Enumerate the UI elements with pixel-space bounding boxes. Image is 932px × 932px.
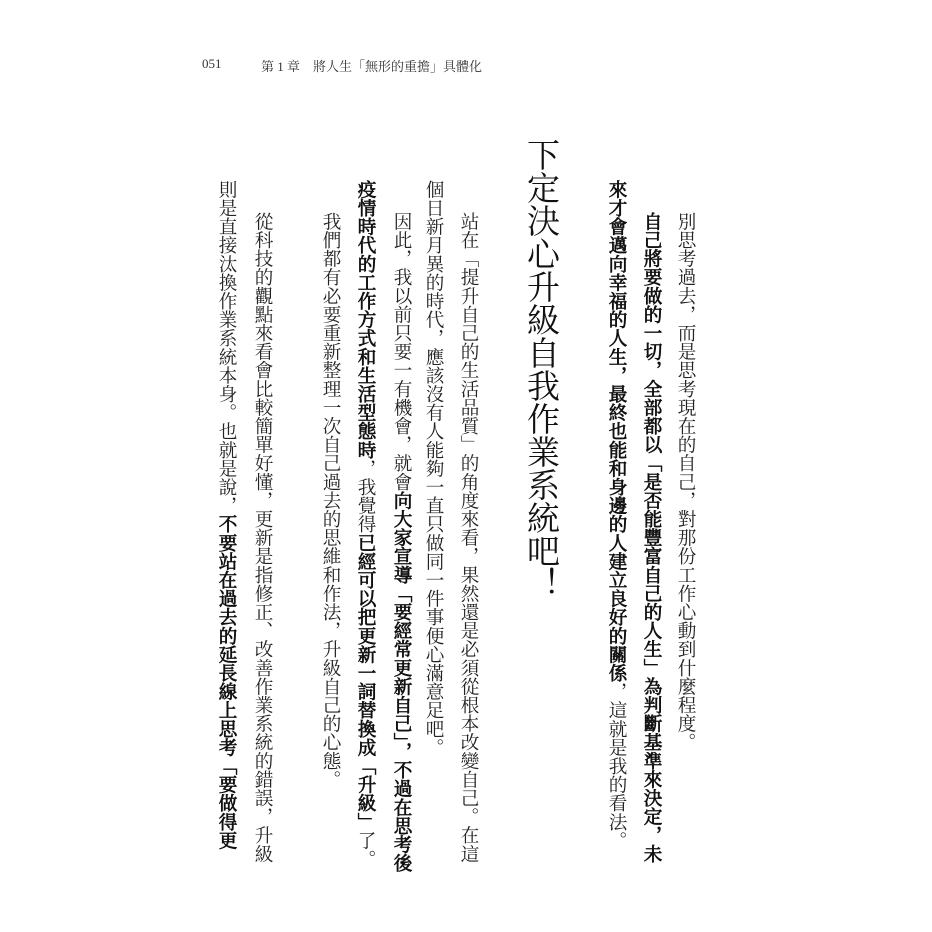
text-segment: 別思考過去，而是思考現在的自己，對那份工作心動到什麼程度。 <box>675 212 696 752</box>
text-column <box>604 180 628 850</box>
text-segment: 從科技的觀點來看會比較簡單好懂，更新是指修正、改善作業系統的錯誤，升級 <box>252 212 273 863</box>
text-column <box>250 180 274 863</box>
bold-text-segment: 自己將要做的一切，全部都以「是否能豐富自己的人生」為判斷基準來決定，未 <box>641 212 662 863</box>
text-segment: ，我覺得 <box>355 459 376 534</box>
text-segment: 我們都有必要重新整理一次自己過去的思維和作法，升級自己的心態。 <box>320 212 341 789</box>
section-heading: 下定決心升級自我作業系統吧！ <box>522 138 561 600</box>
text-segment: 個日新月異的時代，應該沒有人能夠一直只做同一件事便心滿意足吧。 <box>423 180 444 757</box>
bold-text-segment: 向大家宣導「要經常更新自己」，不過在思考後 <box>391 491 412 873</box>
text-segment: ，這就是我的看法。 <box>606 682 627 850</box>
bold-text-segment: 已經可以把更新一詞替換成「升級」 <box>355 533 376 832</box>
text-column <box>421 180 445 757</box>
text-column <box>214 180 238 850</box>
bold-text-segment: 不要站在過去的延長線上思考「要做得更 <box>216 514 237 850</box>
text-column <box>673 180 697 751</box>
text-segment: 則是直接汰換作業系統本身。也就是說， <box>216 180 237 515</box>
text-column <box>318 180 342 789</box>
page-number: 051 <box>202 56 222 71</box>
text-segment: 因此，我以前只要一有機會，就會 <box>391 212 412 491</box>
running-header-chapter: 第 1 章 將人生「無形的重擔」具體化 <box>261 59 483 74</box>
text-segment: 了。 <box>355 831 376 869</box>
bold-text-segment: 來才會邁向幸福的人生，最終也能和身邊的人建立良好的關係 <box>606 180 627 683</box>
bold-text-segment: 疫情時代的工作方式和生活型態時 <box>355 180 376 459</box>
text-column <box>456 180 480 863</box>
text-segment: 站在「提升自己的生活品質」的角度來看，果然還是必須從根本改變自己。在這 <box>458 212 479 863</box>
text-column <box>639 180 663 863</box>
text-column <box>389 180 413 872</box>
text-column <box>353 180 377 868</box>
